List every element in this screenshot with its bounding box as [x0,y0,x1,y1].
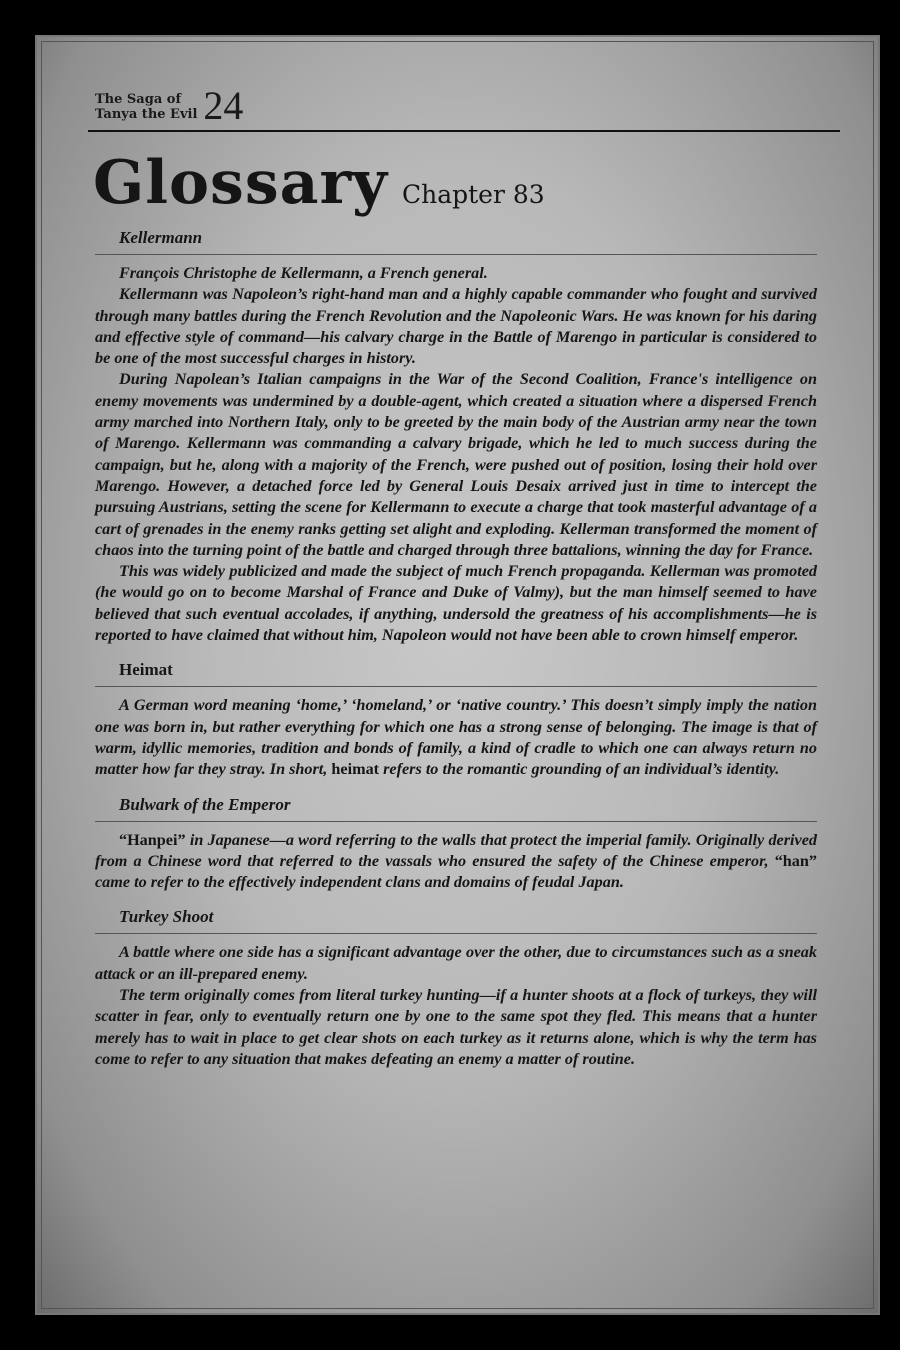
text: A German word meaning ‘home,’ ‘homeland,’ or ‘native country.’ This doesn’t simply imply the nation one was born in, but rather everything for which one has a strong sense of belonging. The image is that of warm, idyllic memories, tradition and bonds of family, a kind of cradle to which one can always return no matter how far they stray. In short, [95,696,817,779]
entry-term: Bulwark of the Emperor [119,794,291,814]
series-title [95,92,197,126]
entry-paragraph: François Christophe de Kellermann, a French general. [119,264,488,282]
text: in Japanese—a word referring to the walls that protect the imperial family. Originally derived from a Chinese word that referred to the vassals who ensured the safety of the Chinese emperor, [95,830,817,870]
series-line-2: Tanya the Evil [95,107,198,122]
entry-paragraph: During Napolean’s Italian campaigns in the War of the Second Coalition, France's intelligence on enemy movements was undermined by a double-agent, which created a situation where a dispersed French army marched into Northern Italy, only to be greeted by the main body of the Austrian army near the town of Marengo. Kellermann was commanding a calvary brigade, which he led to much success during the campaign, but he, along with a majority of the French, were pushed out of position, losing their hold over Marengo. However, a detached force led by General Louis Desaix arrived just in time to intercept the pursuing Austrians, setting the scene for Kellermann to execute a charge that took masterful advantage of a cart of grenades in the enemy ranks getting set alight and exploding. Kellerman transformed the moment of chaos into the turning point of the battle and charged through three battalions, winning the day for France. [95,370,817,559]
entry-divider [95,254,817,255]
entry-paragraph: This was widely publicized and made the subject of much French propaganda. Kellerman was promoted (he would go on to become Marshal of France and Duke of Valmy), but the man himself seemed to have believed that such eventual accolades, if anything, undersold the greatness of his accomplishments—he is reported to have claimed that without him, Napoleon would not have been able to crown himself emperor. [95,562,817,645]
entry-term: Kellermann [119,228,203,247]
entry-term: Turkey Shoot [119,907,214,927]
glossary-content [95,226,817,1082]
text: refers to the romantic grounding of an individual’s identity. [379,760,780,779]
title-row [93,148,545,218]
entry-paragraph [95,830,817,894]
glossary-entry-kellermann [95,226,817,646]
term-word: “Hanpei” [119,830,186,849]
page-header [95,83,244,128]
entry-paragraph [95,695,817,780]
page-title: Glossary [93,148,388,218]
glossary-entry-bulwark [95,793,817,894]
entry-term: Heimat [119,660,173,680]
entry-paragraph: Kellermann was Napoleon’s right-hand man and a highly capable commander who fought and survived through many battles during the French Revolution and the Napoleonic Wars. He was known for his daring and effective style of command—his calvary charge in the Battle of Marengo in particular is considered to be one of the most successful charges in history. [95,285,817,368]
entry-paragraph: A battle where one side has a significant advantage over the other, due to circumstances such as a sneak attack or an ill-prepared enemy. [95,943,817,983]
chapter-label: Chapter 83 [401,180,545,209]
header-divider [88,130,840,132]
entry-paragraph: The term originally comes from literal turkey hunting—if a hunter shoots at a flock of turkeys, they will scatter in fear, only to eventually return one by one to the same spot they fled. This means that a hunter merely has to wait in place to get clear shots on each turkey as it returns alone, which is why the term has come to refer to any situation that makes defeating an enemy a matter of routine. [95,986,817,1068]
glossary-entry-turkey-shoot [95,905,817,1070]
term-word: heimat [331,760,380,779]
glossary-entry-heimat [95,658,817,780]
entry-divider [95,686,817,687]
text: came to refer to the effectively independent clans and domains of feudal Japan. [95,873,624,892]
volume-number: 24 [203,83,244,128]
term-word: “han” [774,851,817,870]
entry-divider [95,821,817,822]
series-line-1: The Saga of [95,92,182,107]
entry-divider [95,933,817,934]
